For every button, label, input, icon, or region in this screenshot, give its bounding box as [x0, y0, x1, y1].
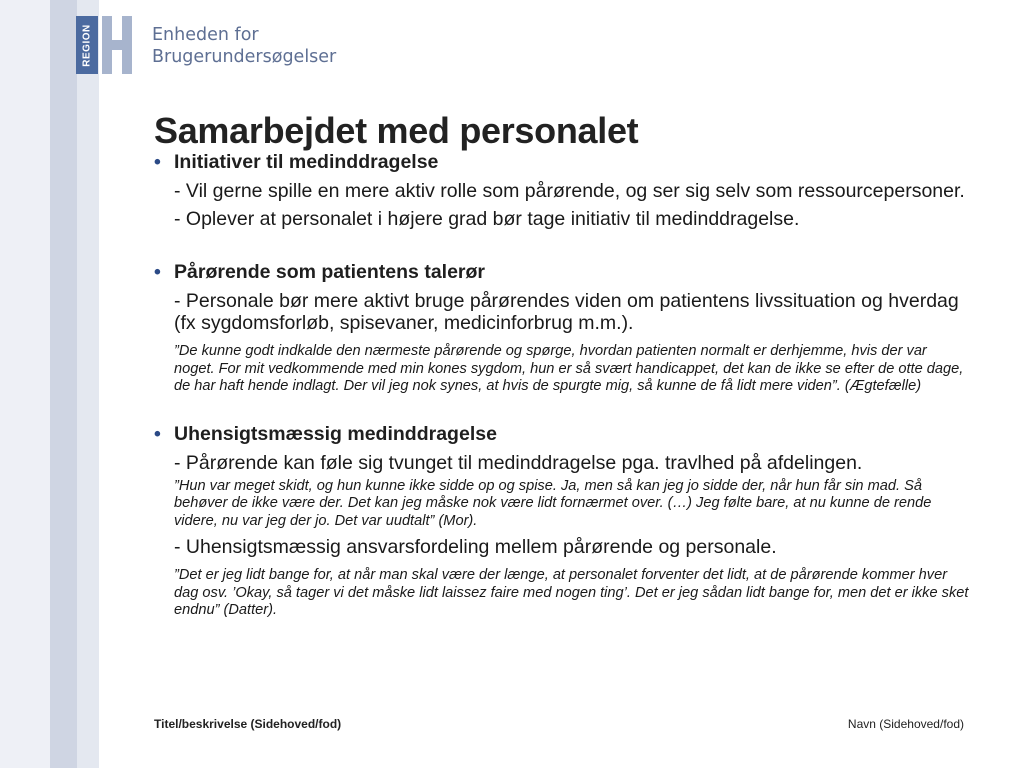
background-stripe-outer	[0, 0, 50, 768]
section-point: - Oplever at personalet i højere grad bør tage initiativ til medinddragelse.	[174, 208, 800, 230]
bullet-icon: •	[154, 151, 161, 173]
bullet-icon: •	[154, 261, 161, 283]
h-logo-icon	[98, 16, 134, 74]
section-quote: ”De kunne godt indkalde den nærmeste pårørende og spørge, hvordan patienten normalt er derhjemme, hvis der var noget. For mit vedkommende med min kones sygdom, hun er så svært handicappet, det kan de ikke se efter de otte dage, de har haft hende indlagt. Der vil jeg nok synes, at hvis de spurgte mig, så kunne de få lidt mere viden”. (Ægtefælle)	[174, 343, 964, 394]
slide-title: Samarbejdet med personalet	[154, 110, 639, 151]
section-heading	[154, 422, 969, 446]
organization-name	[152, 24, 336, 68]
section-point: - Personale bør mere aktivt bruge pårørendes viden om patientens livssituation og hverdag (fx sygdomsforløb, spisevaner, medicinforbrug m.m.).	[174, 290, 959, 334]
section-inappropriate	[154, 422, 969, 620]
section-quote: ”Hun var meget skidt, og hun kunne ikke sidde op og spise. Ja, men så kan jeg jo sidde der, når hun får sin mad. Så behøver de ikke være der. Det kan jeg måske nok være lidt fornærmet over. (…) Jeg følte bare, at nu kunne de rende videre, nu var jeg der jo. Det var uudtalt” (Mor).	[174, 477, 932, 529]
region-logo-text: REGION	[81, 23, 93, 67]
section-heading-text: Uhensigtsmæssig medinddragelse	[174, 422, 497, 445]
section-point: - Uhensigtsmæssig ansvarsfordeling mellem pårørende og personale.	[174, 536, 777, 558]
slide-content	[154, 150, 969, 620]
footer-title: Titel/beskrivelse (Sidehoved/fod)	[154, 717, 342, 731]
section-heading	[154, 150, 969, 174]
section-point: - Pårørende kan føle sig tvunget til medinddragelse pga. travlhed på afdelingen.	[174, 451, 863, 474]
section-heading	[154, 260, 969, 284]
org-line-1: Enheden for	[152, 25, 259, 45]
org-line-2: Brugerundersøgelser	[152, 47, 337, 67]
section-heading-text: Initiativer til medinddragelse	[174, 151, 439, 173]
section-quote: ”Det er jeg lidt bange for, at når man skal være der længe, at personalet forventer det lidt, at de pårørende kommer hver dag osv. ’Okay, så tager vi det måske lidt laissez faire med nogen ting’. Det er jeg sådan lidt bange for, men det er ikke sket endnu” (Datter).	[174, 567, 969, 618]
section-mouthpiece	[154, 260, 969, 396]
footer-name: Navn (Sidehoved/fod)	[847, 717, 964, 731]
section-heading-text: Pårørende som patientens talerør	[174, 261, 486, 283]
bullet-icon: •	[154, 422, 161, 445]
background-stripe-middle	[50, 0, 77, 768]
region-logo	[76, 16, 134, 74]
section-initiatives	[154, 150, 969, 230]
section-point: - Vil gerne spille en mere aktiv rolle som pårørende, og ser sig selv som ressourcepersoner.	[174, 180, 965, 202]
background-stripe-inner	[77, 0, 99, 768]
region-logo-band	[76, 16, 98, 74]
